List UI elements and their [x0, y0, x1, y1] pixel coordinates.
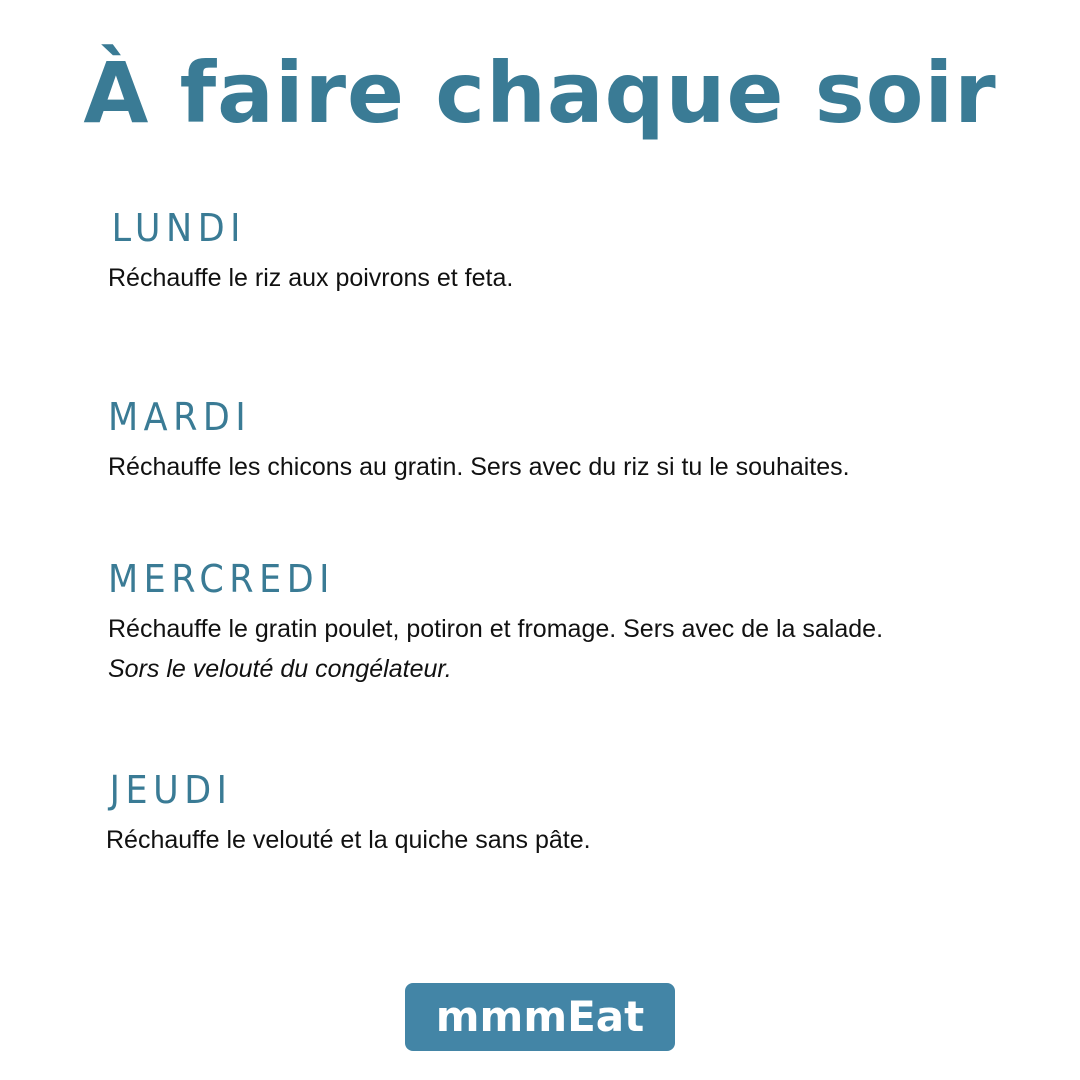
- day-section-mardi: [108, 393, 998, 487]
- mmmeat-logo: mmmEat: [405, 983, 675, 1051]
- day-instruction-jeudi: Réchauffe le velouté et la quiche sans pâte.: [106, 826, 591, 854]
- day-section-lundi: [108, 204, 998, 298]
- day-instruction-mardi: Réchauffe les chicons au gratin. Sers avec du riz si tu le souhaites.: [108, 453, 850, 481]
- day-heading-lundi: LUNDI: [111, 206, 247, 250]
- day-note-mercredi: Sors le velouté du congélateur.: [108, 655, 452, 683]
- day-instruction-mercredi: Réchauffe le gratin poulet, potiron et fromage. Sers avec de la salade.: [108, 615, 884, 643]
- day-heading-jeudi: JEUDI: [109, 768, 233, 812]
- day-heading-mercredi: MERCREDI: [108, 557, 335, 601]
- page-title: À faire chaque soir: [83, 44, 997, 142]
- day-section-jeudi: [106, 766, 996, 860]
- day-instruction-lundi: Réchauffe le riz aux poivrons et feta.: [108, 264, 514, 292]
- day-heading-mardi: MARDI: [108, 395, 252, 439]
- day-section-mercredi: [108, 555, 998, 689]
